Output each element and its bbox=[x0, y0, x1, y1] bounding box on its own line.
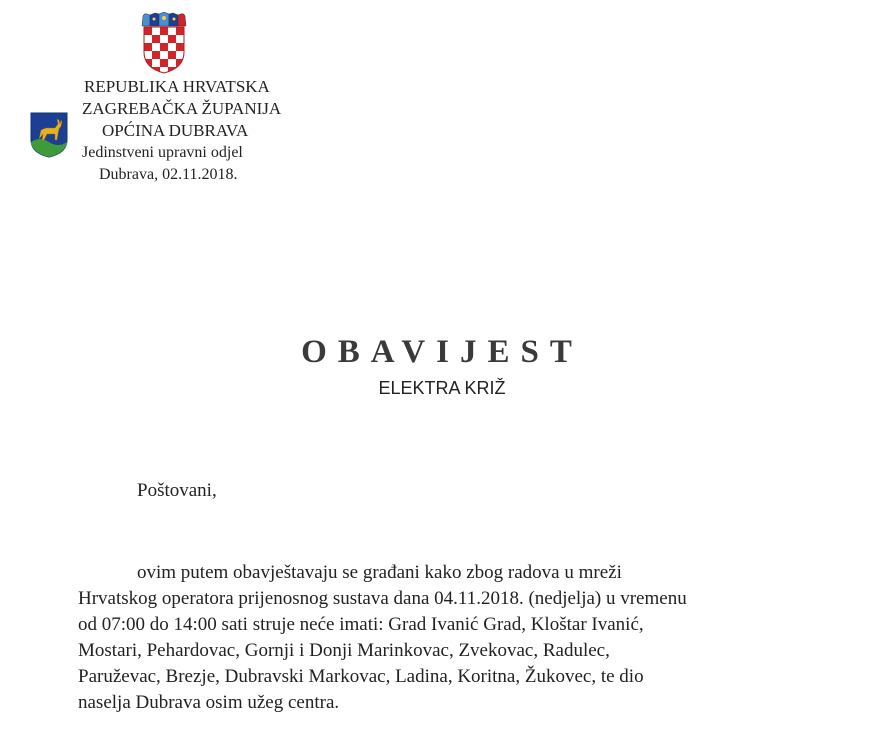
body-paragraph bbox=[78, 560, 818, 716]
header-county: ZAGREBAČKA ŽUPANIJA bbox=[82, 99, 282, 118]
greeting: Poštovani, bbox=[137, 480, 217, 501]
document-title: OBAVIJEST bbox=[301, 334, 583, 370]
body-line: Paruževac, Brezje, Dubravski Markovac, Ladina, Koritna, Žukovec, te dio bbox=[78, 666, 644, 687]
header-municipality: OPĆINA DUBRAVA bbox=[102, 121, 249, 140]
header-country: REPUBLIKA HRVATSKA bbox=[84, 77, 270, 96]
body-line: ovim putem obavještavaju se građani kako zbog radova u mreži bbox=[137, 562, 622, 583]
header-department: Jedinstveni upravni odjel bbox=[82, 144, 243, 161]
header-place-date: Dubrava, 02.11.2018. bbox=[99, 166, 238, 183]
body-line: naselja Dubrava osim užeg centra. bbox=[78, 692, 340, 713]
document-subtitle: ELEKTRA KRIŽ bbox=[378, 378, 506, 398]
body-line: od 07:00 do 14:00 sati struje neće imati: Grad Ivanić Grad, Kloštar Ivanić, bbox=[78, 614, 644, 635]
croatian-coat-of-arms-icon bbox=[140, 12, 188, 74]
zagreb-county-arms-icon bbox=[30, 112, 68, 158]
body-line: Hrvatskog operatora prijenosnog sustava dana 04.11.2018. (nedjelja) u vremenu bbox=[78, 588, 687, 609]
body-line: Mostari, Pehardovac, Gornji i Donji Marinkovac, Zvekovac, Radulec, bbox=[78, 640, 610, 661]
